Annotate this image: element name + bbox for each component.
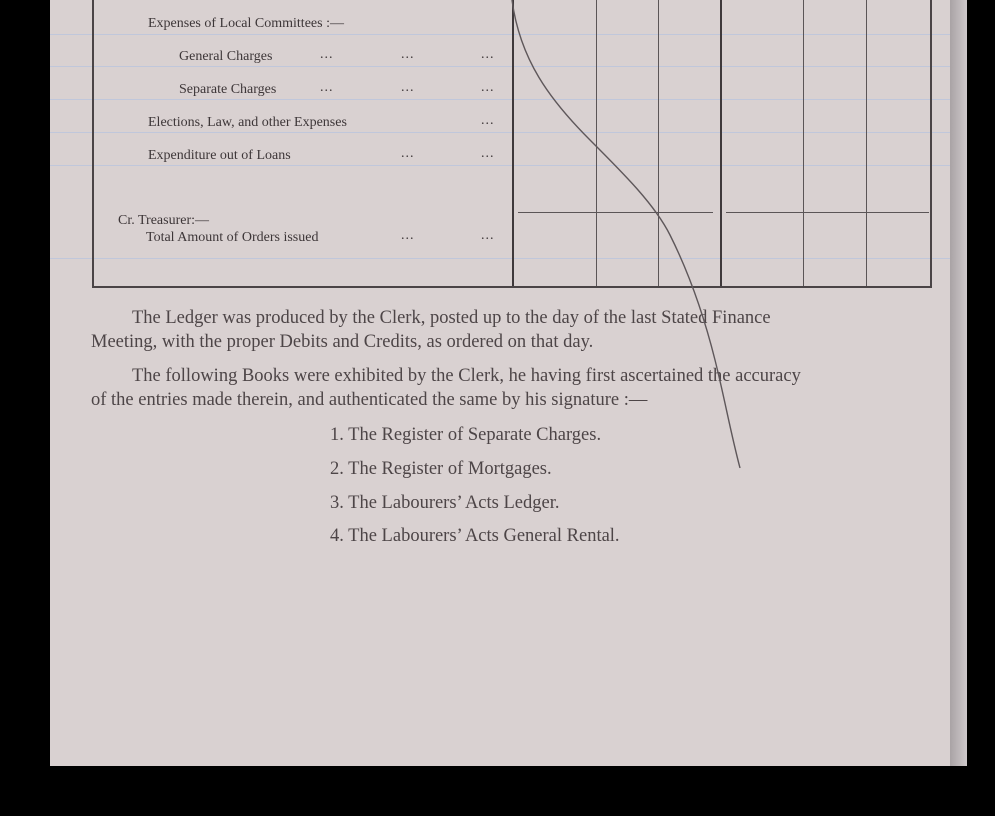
row-label-total-orders: Total Amount of Orders issued bbox=[146, 230, 319, 245]
leader-dots: ... bbox=[320, 80, 334, 95]
page-edge-shadow bbox=[950, 0, 967, 766]
row-label-general-charges: General Charges bbox=[179, 49, 273, 64]
leader-dots: ... bbox=[401, 228, 415, 243]
leader-dots: ... bbox=[320, 47, 334, 62]
row-label-local-committees: Expenses of Local Committees :— bbox=[148, 16, 344, 31]
row-label-cr-treasurer: Cr. Treasurer:— bbox=[118, 213, 209, 228]
row-label-elections: Elections, Law, and other Expenses bbox=[148, 115, 347, 130]
leader-dots: ... bbox=[401, 80, 415, 95]
book-list-item: 3. The Labourers’ Acts Ledger. bbox=[330, 493, 560, 513]
leader-dots: ... bbox=[481, 80, 495, 95]
cancellation-stroke bbox=[50, 0, 950, 766]
paragraph-line: of the entries made therein, and authenticated the same by his signature :— bbox=[91, 390, 648, 410]
leader-dots: ... bbox=[401, 146, 415, 161]
scan-border bbox=[967, 0, 995, 816]
book-list-item: 2. The Register of Mortgages. bbox=[330, 459, 552, 479]
row-label-loans: Expenditure out of Loans bbox=[148, 148, 291, 163]
leader-dots: ... bbox=[481, 47, 495, 62]
row-label-separate-charges: Separate Charges bbox=[179, 82, 277, 97]
leader-dots: ... bbox=[481, 113, 495, 128]
paragraph-line: The following Books were exhibited by the Clerk, he having first ascertained the accuracy bbox=[132, 366, 801, 386]
paragraph-line: Meeting, with the proper Debits and Credits, as ordered on that day. bbox=[91, 332, 594, 352]
book-list-item: 4. The Labourers’ Acts General Rental. bbox=[330, 526, 620, 546]
leader-dots: ... bbox=[401, 47, 415, 62]
leader-dots: ... bbox=[481, 228, 495, 243]
document-page bbox=[50, 0, 950, 766]
paragraph-line: The Ledger was produced by the Clerk, posted up to the day of the last Stated Finance bbox=[132, 308, 771, 328]
book-list-item: 1. The Register of Separate Charges. bbox=[330, 425, 602, 445]
leader-dots: ... bbox=[481, 146, 495, 161]
